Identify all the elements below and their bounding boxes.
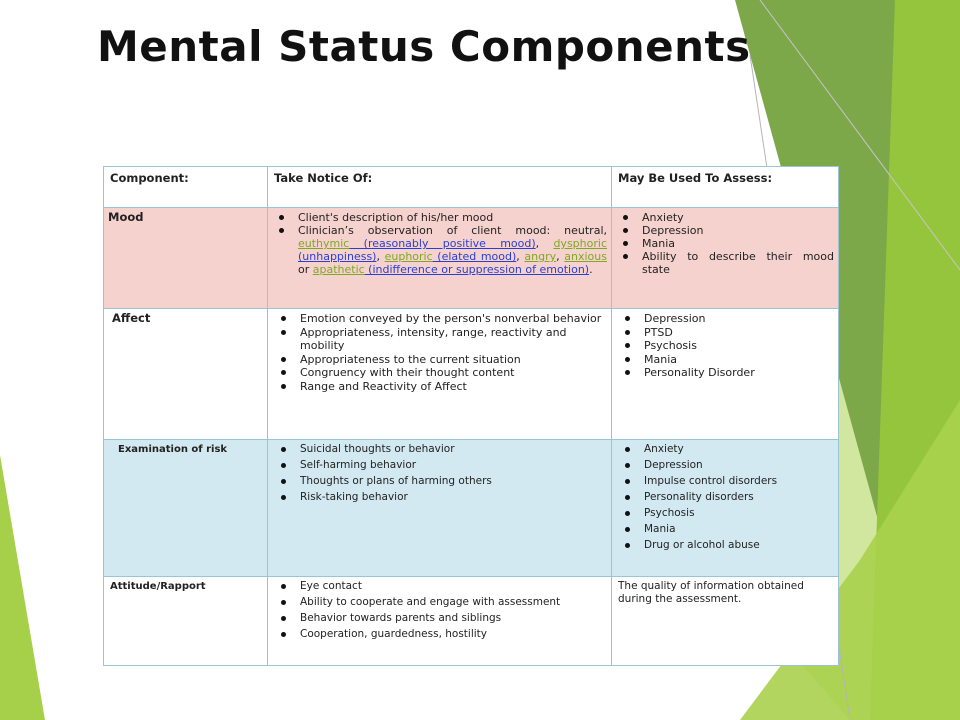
list-item: Personality Disorder <box>618 366 832 380</box>
mood-notice-cell <box>268 208 612 309</box>
left-green-sliver <box>0 455 45 720</box>
list-item <box>272 224 607 276</box>
list-item: Risk-taking behavior <box>274 491 605 504</box>
link-apathetic-definition[interactable]: (indifference or suppression of emotion) <box>364 263 590 276</box>
table-row-attitude-rapport <box>104 577 839 666</box>
risk-assess-cell <box>612 440 839 577</box>
table-row-mood <box>104 208 839 309</box>
separator: , <box>556 250 565 263</box>
risk-notice-cell <box>268 440 612 577</box>
list-item: Appropriateness to the current situation <box>274 353 605 367</box>
affect-assess-list <box>618 312 832 380</box>
list-item: Ability to describe their mood state <box>616 250 834 276</box>
risk-notice-list <box>274 443 605 504</box>
mood-notice-list <box>272 211 607 276</box>
list-item: Mania <box>618 523 832 536</box>
list-item: Suicidal thoughts or behavior <box>274 443 605 456</box>
list-item: Impulse control disorders <box>618 475 832 488</box>
list-item: Drug or alcohol abuse <box>618 539 832 552</box>
list-item: Anxiety <box>616 211 834 224</box>
mental-status-table-container <box>103 166 839 666</box>
link-euphoric-definition[interactable]: (elated mood) <box>432 250 517 263</box>
affect-notice-cell <box>268 309 612 440</box>
list-item: Behavior towards parents and siblings <box>274 612 605 625</box>
list-item: Mania <box>618 353 832 367</box>
header-take-notice-of: Take Notice Of: <box>268 167 612 208</box>
header-component: Component: <box>104 167 268 208</box>
list-item: Depression <box>618 459 832 472</box>
row-label-mood: Mood <box>104 208 268 309</box>
list-item: PTSD <box>618 326 832 340</box>
list-item: Self-harming behavior <box>274 459 605 472</box>
table-row-affect <box>104 309 839 440</box>
list-item: Thoughts or plans of harming others <box>274 475 605 488</box>
list-item: Range and Reactivity of Affect <box>274 380 605 394</box>
list-item: Congruency with their thought content <box>274 366 605 380</box>
list-item: Ability to cooperate and engage with assessment <box>274 596 605 609</box>
list-item: Mania <box>616 237 834 250</box>
mood-assess-list <box>616 211 834 276</box>
mood-observation-lead: Clinician’s observation of client mood: neutral, <box>298 224 607 237</box>
row-label-examination-of-risk: Examination of risk <box>104 440 268 577</box>
list-item: Anxiety <box>618 443 832 456</box>
table-row-examination-of-risk <box>104 440 839 577</box>
affect-notice-list <box>274 312 605 393</box>
attitude-notice-list <box>274 580 605 641</box>
list-item: Eye contact <box>274 580 605 593</box>
link-dysphoric-definition[interactable]: (unhappiness) <box>298 250 377 263</box>
link-euphoric[interactable]: euphoric <box>384 250 433 263</box>
list-item: Emotion conveyed by the person's nonverbal behavior <box>274 312 605 326</box>
attitude-assess-cell: The quality of information obtained during the assessment. <box>612 577 839 666</box>
list-item: Client's description of his/her mood <box>272 211 607 224</box>
link-dysphoric[interactable]: dysphoric <box>553 237 607 250</box>
separator: , <box>516 250 525 263</box>
list-item: Appropriateness, intensity, range, reactivity and mobility <box>274 326 605 353</box>
link-apathetic[interactable]: apathetic <box>312 263 365 276</box>
table-header-row <box>104 167 839 208</box>
mood-assess-cell <box>612 208 839 309</box>
list-item: Psychosis <box>618 507 832 520</box>
sentence-end: . <box>589 263 593 276</box>
row-label-attitude-rapport: Attitude/Rapport <box>104 577 268 666</box>
header-may-be-used-to-assess: May Be Used To Assess: <box>612 167 839 208</box>
separator: , <box>376 250 385 263</box>
list-item: Depression <box>616 224 834 237</box>
attitude-notice-cell <box>268 577 612 666</box>
affect-assess-cell <box>612 309 839 440</box>
risk-assess-list <box>618 443 832 552</box>
list-item: Cooperation, guardedness, hostility <box>274 628 605 641</box>
mental-status-table <box>103 166 839 666</box>
link-anxious[interactable]: anxious <box>564 250 607 263</box>
row-label-affect: Affect <box>104 309 268 440</box>
list-item: Depression <box>618 312 832 326</box>
slide-title: Mental Status Components <box>97 22 751 71</box>
link-angry[interactable]: angry <box>524 250 557 263</box>
link-euthymic-definition[interactable]: (reasonably positive mood) <box>349 237 536 250</box>
list-item: Psychosis <box>618 339 832 353</box>
list-item: Personality disorders <box>618 491 832 504</box>
conjunction-or: or <box>298 263 313 276</box>
link-euthymic[interactable]: euthymic <box>298 237 350 250</box>
separator: , <box>535 237 554 250</box>
